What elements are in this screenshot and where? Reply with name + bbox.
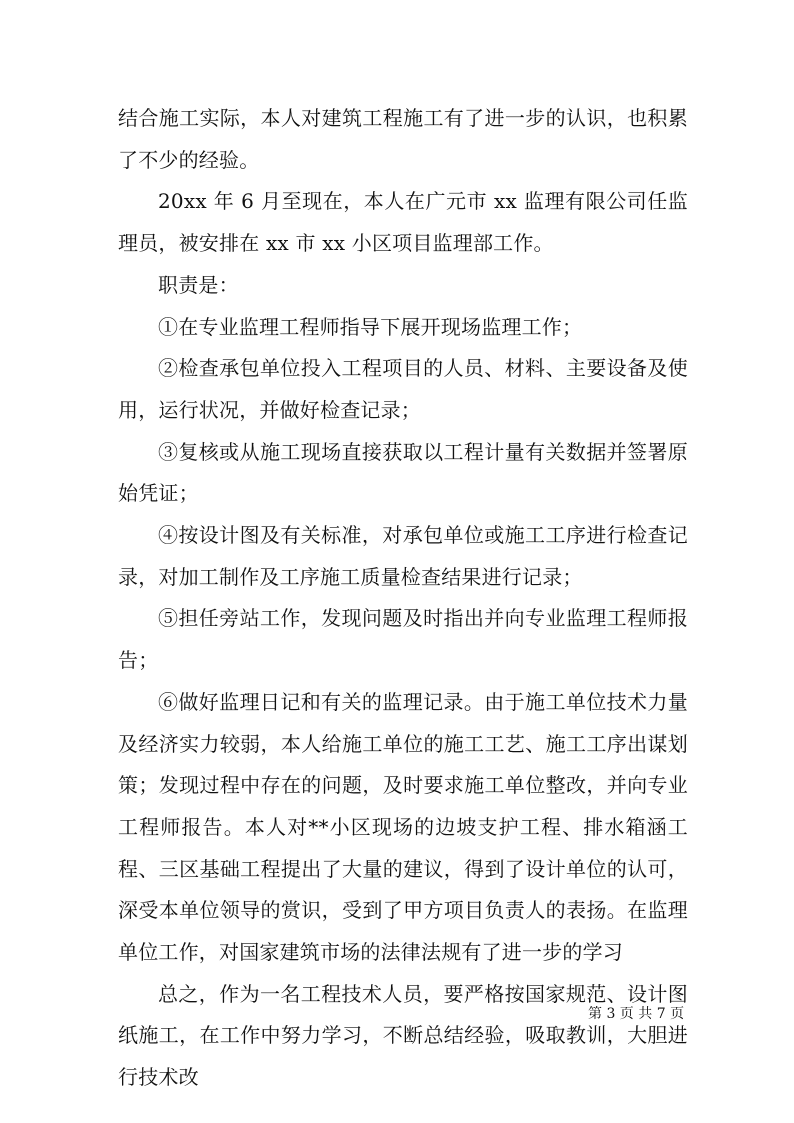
page-number-footer: 第 3 页 共 7 页	[588, 1006, 685, 1022]
paragraph-continuation: 结合施工实际，本人对建筑工程施工有了进一步的认识，也积累了不少的经验。	[118, 106, 688, 172]
paragraph-duty-4: ④按设计图及有关标准，对承包单位或施工工序进行检查记录，对加工制作及工序施工质量检查结果进行记录；	[118, 523, 688, 589]
paragraph-duty-5: ⑤担任旁站工作，发现问题及时指出并向专业监理工程师报告；	[118, 606, 688, 673]
document-body	[118, 98, 688, 1099]
paragraph-employment: 20xx 年 6 月至现在，本人在广元市 xx 监理有限公司任监理员，被安排在 xx 市 xx 小区项目监理部工作。	[118, 189, 688, 256]
paragraph-duty-2: ②检查承包单位投入工程项目的人员、材料、主要设备及使用，运行状况，并做好检查记录；	[118, 356, 688, 422]
paragraph-duty-6: ⑥做好监理日记和有关的监理记录。由于施工单位技术力量及经济实力较弱，本人给施工单位的施工工艺、施工工序出谋划策；发现过程中存在的问题，及时要求施工单位整改，并向专业工程师报告。本人对**小区现场的边坡支护工程、排水箱涵工程、三区基础工程提出了大量的建议，得到了设计单位的认可，深受本单位领导的赏识，受到了甲方项目负责人的表扬。在监理单位工作，对国家建筑市场的法律法规有了进一步的学习	[118, 689, 688, 965]
paragraph-duty-3: ③复核或从施工现场直接获取以工程计量有关数据并签署原始凭证；	[118, 439, 688, 506]
paragraph-duties-heading: 职责是：	[158, 272, 239, 297]
paragraph-duty-1: ①在专业监理工程师指导下展开现场监理工作；	[158, 314, 583, 339]
paragraph-summary: 总之，作为一名工程技术人员，要严格按国家规范、设计图纸施工，在工作中努力学习，不断总结经验，吸取教训，大胆进行技术改	[118, 981, 688, 1090]
